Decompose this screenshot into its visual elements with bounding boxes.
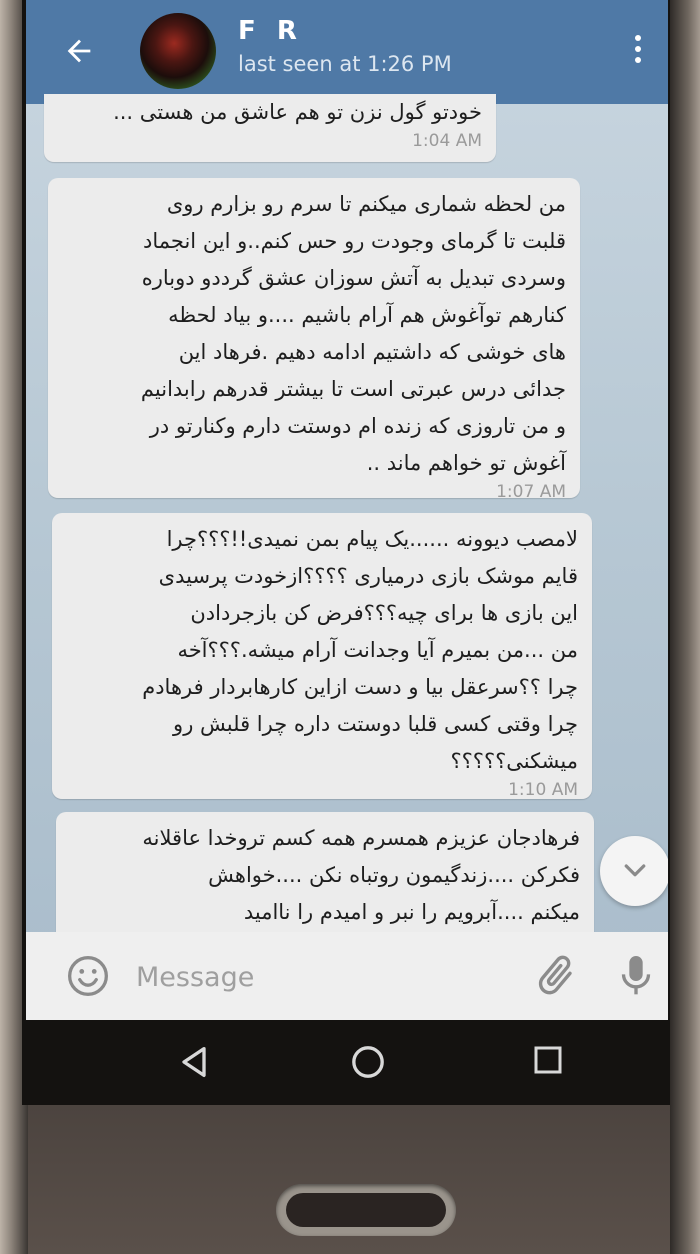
message-input-bar xyxy=(26,932,668,1020)
phone-edge-right xyxy=(670,0,700,1254)
square-recents-icon xyxy=(530,1042,566,1078)
message-bubble[interactable] xyxy=(44,94,496,162)
nav-recents-button[interactable] xyxy=(530,1042,566,1078)
chevron-down-icon xyxy=(620,856,650,886)
back-button[interactable] xyxy=(54,26,104,76)
triangle-back-icon xyxy=(174,1042,214,1082)
message-bubble[interactable] xyxy=(48,178,580,502)
more-menu-button[interactable] xyxy=(628,24,648,74)
voice-record-button[interactable] xyxy=(616,950,656,1002)
message-time: 1:10 AM xyxy=(508,780,578,800)
chat-header xyxy=(26,0,668,104)
circle-home-icon xyxy=(348,1042,388,1082)
last-seen-status: last seen at 1:26 PM xyxy=(238,52,452,76)
message-text: من لحظه شماری میکنم تا سرم رو بزارم روی قلبت تا گرمای وجودت رو حس کنم..و این انجماد وسردی تبدیل به آتش سوزان عشق گرددو دوباره کنارهم توآغوش هم آرام باشیم ....و بیاد لحظه های خوشی که داشتیم ادامه دهیم .فرهاد این جدائی درس عبرتی است تا بیشتر قدرهم رابدانیم و من تاروزی که زنده ام دوستت دارم وکنارتو در آغوش تو خواهم ماند .. xyxy=(140,192,566,475)
message-bubble[interactable] xyxy=(56,812,594,952)
avatar[interactable] xyxy=(140,13,216,89)
message-time: 1:07 AM xyxy=(496,482,566,502)
smiley-icon xyxy=(66,954,110,998)
microphone-icon xyxy=(616,950,656,1002)
more-vert-dot xyxy=(635,46,641,52)
contact-name[interactable]: F R xyxy=(238,16,303,46)
message-text: لامصب دیوونه ......یک پیام بمن نمیدی!!؟؟؟چرا قایم موشک بازی درمیاری ؟؟؟؟ازخودت پرسیدی این بازی ها برای چیه؟؟؟فرض کن بازجردادن من ...من بمیرم آیا وجدانت آرام میشه.؟؟؟آخه چرا ؟؟سرعقل بیا و دست ازاین کارهابردار فرهادم چرا وقتی کسی قلبا دوستت داره چرا قلبش رو میشکنی؟؟؟؟؟ xyxy=(142,527,578,773)
message-bubble[interactable] xyxy=(52,513,592,799)
system-navigation-bar xyxy=(26,1020,668,1105)
scroll-to-bottom-button[interactable] xyxy=(600,836,668,906)
message-input[interactable] xyxy=(134,952,518,1002)
arrow-left-icon xyxy=(62,34,96,68)
hardware-home-button[interactable] xyxy=(276,1184,456,1236)
attach-button[interactable] xyxy=(532,950,580,1002)
nav-back-button[interactable] xyxy=(174,1042,214,1082)
nav-home-button[interactable] xyxy=(348,1042,388,1082)
hardware-home-button-face xyxy=(286,1193,446,1227)
paperclip-icon xyxy=(532,950,580,1002)
chat-app xyxy=(26,0,668,1020)
message-text: خودتو گول نزن تو هم عاشق من هستی ... xyxy=(113,100,482,124)
message-time: 1:04 AM xyxy=(412,131,482,151)
message-text: فرهادجان عزیزم همسرم همه کسم تروخدا عاقلانه فکرکن ....زندگیمون روتباه نکن ....خواهش میکنم ....آبرویم را نبر و امیدم را ناامید xyxy=(142,826,580,924)
more-vert-dot xyxy=(635,57,641,63)
phone-screen xyxy=(22,0,670,1105)
emoji-button[interactable] xyxy=(66,954,110,998)
more-vert-icon xyxy=(635,35,641,41)
